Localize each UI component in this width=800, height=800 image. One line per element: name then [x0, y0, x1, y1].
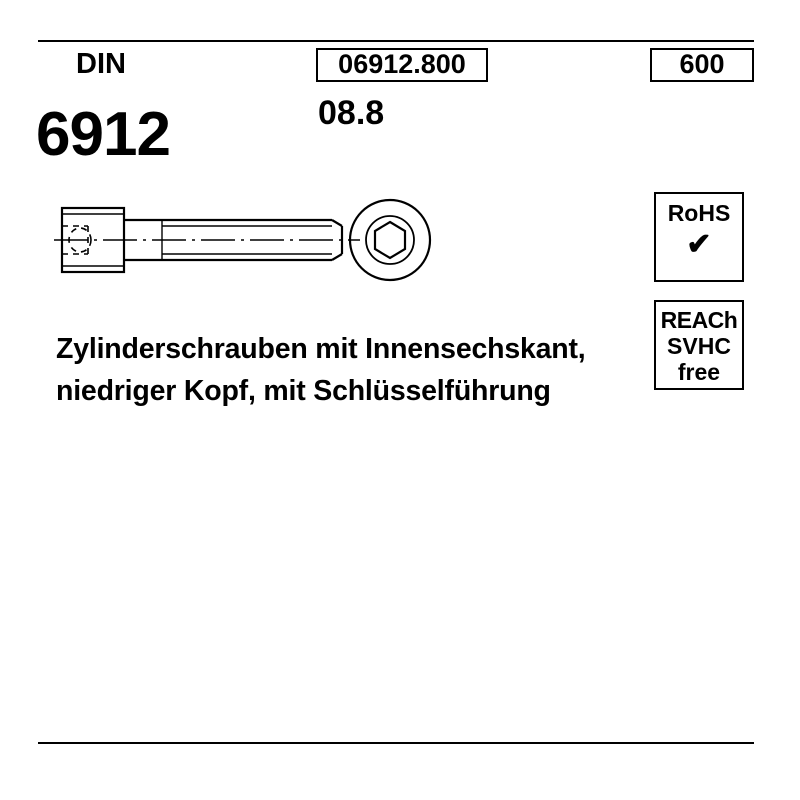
screw-end-view-drawing — [340, 186, 460, 316]
product-description-line-2: niedriger Kopf, mit Schlüsselführung — [56, 375, 551, 407]
standard-prefix: DIN — [76, 48, 126, 80]
reach-badge — [654, 300, 744, 390]
hex-socket-end-view — [340, 186, 460, 316]
product-description-line-1: Zylinderschrauben mit Innensechskant, — [56, 333, 586, 365]
article-number-box — [316, 48, 488, 82]
strength-grade: 08.8 — [318, 94, 385, 132]
article-number: 06912.800 — [338, 48, 466, 79]
norm-number: 6912 — [36, 100, 170, 169]
package-quantity-box — [650, 48, 754, 82]
rohs-badge — [654, 192, 744, 282]
reach-svhc-label: SVHC — [667, 333, 731, 359]
top-divider — [38, 40, 754, 42]
check-icon: ✔ — [686, 228, 712, 261]
reach-label: REACh — [660, 307, 738, 333]
bottom-divider — [38, 742, 754, 744]
reach-free-label: free — [677, 359, 721, 385]
package-quantity: 600 — [679, 48, 725, 79]
rohs-label: RoHS — [667, 200, 731, 226]
